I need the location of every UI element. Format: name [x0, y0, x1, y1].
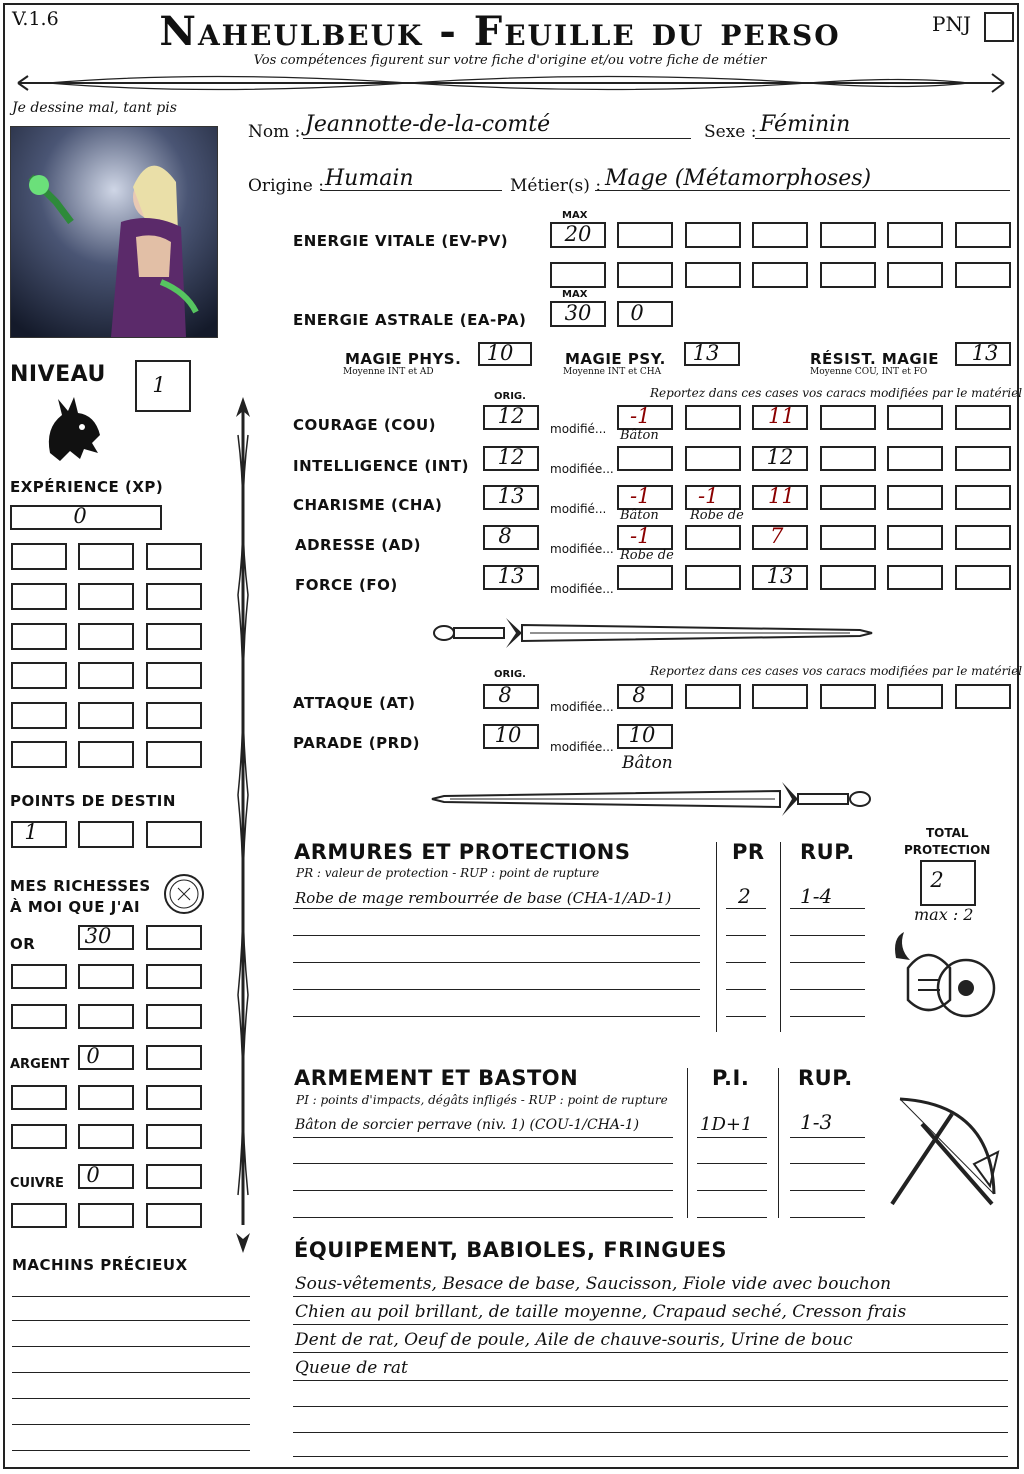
magic-psy-label: MAGIE PSY.: [565, 350, 666, 368]
silver-box[interactable]: [78, 1124, 134, 1149]
attack-box[interactable]: [955, 684, 1011, 709]
valuables-line[interactable]: [12, 1372, 250, 1373]
gold-box[interactable]: [11, 964, 67, 989]
equipment-line-text[interactable]: Dent de rat, Oeuf de poule, Aile de chauve-souris, Urine de bouc: [295, 1330, 853, 1350]
xp-cell[interactable]: [78, 543, 134, 570]
armor-rup-line[interactable]: [790, 1016, 865, 1017]
equipment-line: [293, 1324, 1008, 1325]
version-label: V.1.6: [12, 8, 59, 30]
equipment-line: [293, 1380, 1008, 1381]
weapon-line[interactable]: [293, 1190, 673, 1191]
xp-cell[interactable]: [78, 583, 134, 610]
copper-box[interactable]: [78, 1203, 134, 1228]
xp-cell[interactable]: [11, 662, 67, 689]
carac-label: FORCE (FO): [295, 576, 398, 594]
copper-value: 0: [86, 1163, 100, 1187]
xp-cell[interactable]: [146, 741, 202, 768]
weapons-title: ARMEMENT ET BASTON: [294, 1066, 579, 1090]
equipment-line[interactable]: [293, 1456, 1008, 1457]
carac-mod-box[interactable]: [685, 446, 741, 471]
total-protection-value: 2: [930, 868, 944, 892]
helmet-shield-icon: [888, 928, 1000, 1038]
carac-mod-box[interactable]: [685, 405, 741, 430]
portrait-caption: Je dessine mal, tant pis: [12, 100, 177, 116]
carac-orig-value: 12: [497, 445, 525, 469]
weapon-pi-line[interactable]: [697, 1163, 767, 1164]
carac-mod-value: -1: [698, 484, 719, 508]
ea-max-label: MAX: [562, 289, 588, 300]
copper-label: CUIVRE: [10, 1176, 64, 1191]
combat-orig-label: ORIG.: [494, 669, 526, 680]
attack-box[interactable]: [752, 684, 808, 709]
armor-pr-line[interactable]: [726, 935, 766, 936]
ea-label: ENERGIE ASTRALE (EA-PA): [293, 311, 527, 329]
staff-icon: [228, 395, 258, 1255]
weapons-divider: [778, 1068, 779, 1218]
weapon-rup-line: [790, 1137, 865, 1138]
weapons-legend: PI : points d'impacts, dégâts infligés - RUP : point de rupture: [296, 1093, 668, 1107]
magic-psy-note: Moyenne INT et CHA: [563, 367, 662, 377]
armor-rup-line: [790, 908, 865, 909]
gold-box[interactable]: [146, 925, 202, 950]
carac-final-value: 7: [770, 524, 784, 548]
ev-max-value: 20: [564, 222, 592, 246]
carac-box[interactable]: [955, 565, 1011, 590]
carac-mod-note: Robe de: [690, 508, 744, 523]
ev-box[interactable]: [820, 222, 876, 248]
sword-icon: [430, 612, 875, 654]
carac-mod-note: Bâton: [620, 428, 659, 443]
equipment-line-text[interactable]: Queue de rat: [295, 1358, 408, 1378]
total-protection-max: max : 2: [914, 905, 974, 924]
armor-pr-line[interactable]: [726, 962, 766, 963]
ev-box[interactable]: [685, 222, 741, 248]
attack-value: 8: [632, 683, 646, 707]
armor-pr-header: PR: [732, 840, 765, 864]
xp-cell[interactable]: [146, 702, 202, 729]
carac-mod-value: -1: [630, 484, 651, 508]
carac-orig-value: 12: [497, 404, 525, 428]
armor-item[interactable]: Robe de mage rembourrée de base (CHA-1/AD-1): [295, 889, 672, 907]
job-line: [595, 190, 1010, 191]
carac-mod-box[interactable]: [685, 565, 741, 590]
carac-mod-box[interactable]: [617, 446, 673, 471]
ev-box[interactable]: [955, 262, 1011, 288]
carac-box[interactable]: [955, 485, 1011, 510]
ev-box[interactable]: [955, 222, 1011, 248]
equipment-line[interactable]: [293, 1432, 1008, 1433]
attack-modif-label: modifiée...: [550, 700, 614, 714]
xp-cell[interactable]: [11, 543, 67, 570]
armor-line[interactable]: [293, 1016, 700, 1017]
valuables-line[interactable]: [12, 1296, 250, 1297]
attack-orig-value: 8: [498, 683, 512, 707]
attack-label: ATTAQUE (AT): [293, 694, 416, 712]
silver-box[interactable]: [146, 1124, 202, 1149]
carac-final-value: 11: [768, 404, 795, 428]
weapon-line[interactable]: [293, 1217, 673, 1218]
parry-note: Bâton: [622, 753, 673, 773]
gold-box[interactable]: [146, 1004, 202, 1029]
carac-box[interactable]: [887, 446, 943, 471]
weapon-rup-line[interactable]: [790, 1163, 865, 1164]
valuables-line[interactable]: [12, 1424, 250, 1425]
carac-box[interactable]: [820, 405, 876, 430]
xp-cell[interactable]: [78, 623, 134, 650]
silver-box[interactable]: [78, 1085, 134, 1110]
xp-cell[interactable]: [11, 623, 67, 650]
destiny-value: 1: [24, 820, 38, 844]
armor-rup-header: RUP.: [800, 840, 855, 864]
carac-box[interactable]: [887, 565, 943, 590]
weapons-divider: [687, 1068, 688, 1218]
magic-phys-value: 10: [486, 341, 514, 365]
equipment-title: ÉQUIPEMENT, BABIOLES, FRINGUES: [294, 1238, 727, 1262]
silver-box[interactable]: [11, 1085, 67, 1110]
carac-box[interactable]: [820, 565, 876, 590]
gold-box[interactable]: [78, 1004, 134, 1029]
carac-box[interactable]: [820, 485, 876, 510]
ev-box[interactable]: [820, 262, 876, 288]
destiny-label: POINTS DE DESTIN: [10, 792, 176, 810]
carac-box[interactable]: [887, 525, 943, 550]
carac-label: INTELLIGENCE (INT): [293, 457, 469, 475]
resist-magic-label: RÉSIST. MAGIE: [810, 350, 940, 368]
level-label: NIVEAU: [10, 362, 106, 387]
xp-cell[interactable]: [146, 662, 202, 689]
weapon-rup-line[interactable]: [790, 1190, 865, 1191]
gold-box[interactable]: [146, 964, 202, 989]
destiny-box[interactable]: [146, 821, 202, 848]
carac-mod-note: Bâton: [620, 508, 659, 523]
armor-pr-line[interactable]: [726, 989, 766, 990]
pnj-label: PNJ: [932, 12, 971, 36]
level-value: 1: [152, 373, 166, 397]
caracs-report-note: Reportez dans ces cases vos caracs modifiées par le matériel: [650, 386, 1023, 400]
carac-mod-value: -1: [630, 404, 651, 428]
copper-box[interactable]: [146, 1203, 202, 1228]
carac-final-value: 13: [766, 564, 794, 588]
weapon-pi-line: [697, 1137, 767, 1138]
carac-mod-value: -1: [630, 524, 651, 548]
carac-box[interactable]: [820, 446, 876, 471]
name-value[interactable]: Jeannotte-de-la-comté: [305, 112, 551, 137]
character-portrait: [10, 126, 218, 338]
wealth-label-line1: MES RICHESSES: [10, 877, 151, 895]
carac-orig-value: 8: [498, 524, 512, 548]
ev-box[interactable]: [550, 262, 606, 288]
xp-cell[interactable]: [146, 583, 202, 610]
xp-label: EXPÉRIENCE (XP): [10, 478, 164, 496]
sheet-title: Naheulbeuk - Feuille du perso: [159, 8, 841, 55]
ev-box[interactable]: [617, 222, 673, 248]
valuables-label: MACHINS PRÉCIEUX: [12, 1256, 188, 1274]
xp-cell[interactable]: [78, 702, 134, 729]
coin-icon: [162, 872, 206, 916]
weapon-item-rup[interactable]: 1-3: [800, 1110, 833, 1134]
magic-psy-value: 13: [692, 341, 720, 365]
armor-line[interactable]: [293, 962, 700, 963]
ev-box[interactable]: [887, 222, 943, 248]
ev-max-label: MAX: [562, 210, 588, 221]
silver-box[interactable]: [11, 1124, 67, 1149]
armor-rup-line[interactable]: [790, 989, 865, 990]
xp-cell[interactable]: [11, 583, 67, 610]
armor-line[interactable]: [293, 935, 700, 936]
ev-box[interactable]: [685, 262, 741, 288]
attack-box[interactable]: [887, 684, 943, 709]
armor-pr-line[interactable]: [726, 1016, 766, 1017]
destiny-box[interactable]: [78, 821, 134, 848]
weapon-item[interactable]: Bâton de sorcier perrave (niv. 1) (COU-1/CHA-1): [295, 1117, 640, 1133]
ea-current-value: 0: [630, 301, 644, 325]
silver-box[interactable]: [146, 1045, 202, 1070]
resist-magic-value: 13: [971, 341, 999, 365]
armor-line[interactable]: [293, 989, 700, 990]
equipment-line: [293, 1352, 1008, 1353]
armor-item-pr[interactable]: 2: [738, 884, 751, 908]
carac-modif-label: modifiée...: [550, 462, 614, 476]
sex-line: [755, 138, 1010, 139]
ev-box[interactable]: [752, 262, 808, 288]
silver-value: 0: [86, 1044, 100, 1068]
ev-box[interactable]: [887, 262, 943, 288]
weapon-pi-line[interactable]: [697, 1190, 767, 1191]
name-label: Nom :: [248, 122, 301, 142]
xp-cell[interactable]: [146, 543, 202, 570]
job-value[interactable]: Mage (Métamorphoses): [605, 166, 872, 191]
weapon-line: [293, 1137, 673, 1138]
carac-label: COURAGE (COU): [293, 416, 437, 434]
attack-box[interactable]: [685, 684, 741, 709]
gold-box[interactable]: [78, 964, 134, 989]
silver-label: ARGENT: [10, 1057, 70, 1072]
ev-label: ENERGIE VITALE (EV-PV): [293, 232, 509, 250]
armor-pr-line: [726, 908, 766, 909]
xp-cell[interactable]: [11, 702, 67, 729]
xp-cell[interactable]: [78, 741, 134, 768]
carac-mod-box[interactable]: [685, 525, 741, 550]
origin-line: [322, 190, 502, 191]
armor-rup-line[interactable]: [790, 935, 865, 936]
xp-cell[interactable]: [78, 662, 134, 689]
parry-label: PARADE (PRD): [293, 734, 421, 752]
valuables-line[interactable]: [12, 1398, 250, 1399]
attack-box[interactable]: [820, 684, 876, 709]
weapon-line[interactable]: [293, 1163, 673, 1164]
carac-modif-label: modifié...: [550, 502, 607, 516]
valuables-line[interactable]: [12, 1346, 250, 1347]
armor-line: [293, 908, 700, 909]
silver-box[interactable]: [146, 1085, 202, 1110]
carac-box[interactable]: [955, 405, 1011, 430]
parry-orig-value: 10: [494, 723, 522, 747]
equipment-line-text[interactable]: Chien au poil brillant, de taille moyenne, Crapaud seché, Cresson frais: [295, 1302, 907, 1322]
equipment-line[interactable]: [293, 1406, 1008, 1407]
carac-final-value: 11: [768, 484, 795, 508]
parry-value: 10: [628, 723, 656, 747]
carac-mod-box[interactable]: [617, 565, 673, 590]
equipment-line-text[interactable]: Sous-vêtements, Besace de base, Saucisson, Fiole vide avec bouchon: [295, 1274, 892, 1294]
origin-value[interactable]: Humain: [325, 166, 414, 191]
valuables-line[interactable]: [12, 1450, 250, 1451]
pnj-checkbox[interactable]: [984, 12, 1014, 42]
carac-label: CHARISME (CHA): [293, 496, 443, 514]
arrow-divider-icon: [8, 68, 1014, 98]
combat-report-note: Reportez dans ces cases vos caracs modifiées par le matériel: [650, 664, 1023, 678]
total-protection-label-2: PROTECTION: [904, 843, 991, 857]
weapons-icon: [882, 1094, 1004, 1218]
weapons-rup-header: RUP.: [798, 1066, 853, 1090]
carac-box[interactable]: [955, 446, 1011, 471]
xp-cell[interactable]: [11, 741, 67, 768]
dragon-icon: [40, 393, 108, 465]
magic-phys-label: MAGIE PHYS.: [345, 350, 462, 368]
parry-modif-label: modifiée...: [550, 740, 614, 754]
job-label: Métier(s) :: [510, 176, 602, 196]
weapon-item-pi[interactable]: 1D+1: [700, 1114, 753, 1135]
weapons-pi-header: P.I.: [712, 1066, 750, 1090]
ev-box[interactable]: [752, 222, 808, 248]
carac-modif-label: modifiée...: [550, 542, 614, 556]
copper-box[interactable]: [146, 1164, 202, 1189]
carac-modif-label: modifiée...: [550, 582, 614, 596]
carac-final-value: 12: [766, 445, 794, 469]
ev-box[interactable]: [617, 262, 673, 288]
carac-modif-label: modifié...: [550, 422, 607, 436]
wealth-label-line2: À MOI QUE J'AI: [10, 898, 141, 916]
carac-box[interactable]: [887, 405, 943, 430]
weapon-pi-line[interactable]: [697, 1217, 767, 1218]
weapon-rup-line[interactable]: [790, 1217, 865, 1218]
magic-phys-note: Moyenne INT et AD: [343, 367, 434, 377]
ea-max-value: 30: [564, 301, 592, 325]
gold-box[interactable]: [11, 1004, 67, 1029]
armor-divider: [780, 842, 781, 1032]
sword-icon: [430, 778, 875, 820]
copper-box[interactable]: [11, 1203, 67, 1228]
name-line: [303, 138, 691, 139]
armor-legend: PR : valeur de protection - RUP : point de rupture: [296, 866, 600, 880]
total-protection-label-1: TOTAL: [926, 826, 969, 840]
subtitle: Vos compétences figurent sur votre fiche d'origine et/ou votre fiche de métier: [253, 53, 767, 68]
origin-label: Origine :: [248, 176, 324, 196]
caracs-orig-label: ORIG.: [494, 391, 526, 402]
xp-cell[interactable]: [146, 623, 202, 650]
armor-rup-line[interactable]: [790, 962, 865, 963]
sex-label: Sexe :: [704, 122, 757, 142]
equipment-line: [293, 1296, 1008, 1297]
valuables-line[interactable]: [12, 1320, 250, 1321]
xp-value: 0: [73, 504, 87, 528]
carac-box[interactable]: [820, 525, 876, 550]
carac-orig-value: 13: [497, 484, 525, 508]
carac-label: ADRESSE (AD): [295, 536, 422, 554]
carac-mod-note: Robe de: [620, 548, 674, 563]
resist-magic-note: Moyenne COU, INT et FO: [810, 367, 928, 377]
armor-item-rup[interactable]: 1-4: [800, 884, 833, 908]
carac-box[interactable]: [887, 485, 943, 510]
carac-orig-value: 13: [497, 564, 525, 588]
gold-value: 30: [84, 924, 112, 948]
carac-box[interactable]: [955, 525, 1011, 550]
armor-divider: [716, 842, 717, 1032]
armor-title: ARMURES ET PROTECTIONS: [294, 840, 631, 864]
gold-label: OR: [10, 935, 36, 953]
sex-value[interactable]: Féminin: [760, 112, 851, 137]
